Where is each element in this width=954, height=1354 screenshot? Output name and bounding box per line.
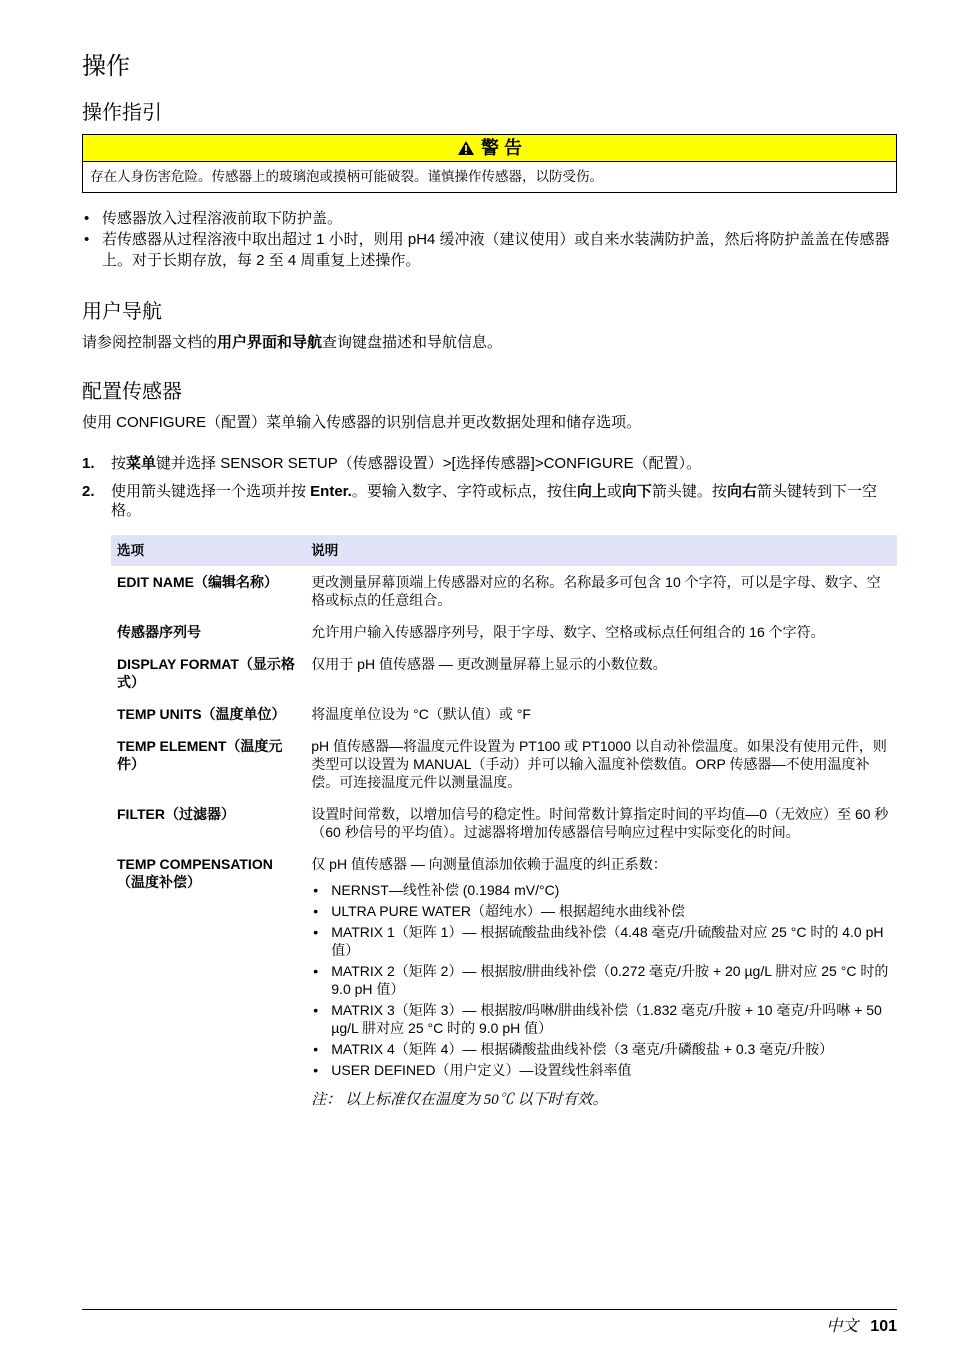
- step-text: 使用箭头键选择一个选项并按: [111, 483, 311, 500]
- list-item: • 若传感器从过程溶液中取出超过 1 小时，则用 pH4 缓冲液（建议使用）或自来水装满防护盖，然后将防护盖盖在传感器上。对于长期存放，每 2 至 4 周重复上述操作。: [82, 229, 897, 271]
- table-row: [111, 798, 897, 848]
- compensation-list: [311, 881, 891, 1079]
- column-header-option: 选项: [111, 535, 305, 566]
- warning-text: 存在人身伤害危险。传感器上的玻璃泡或摸柄可能破裂。谨慎操作传感器，以防受伤。: [90, 169, 603, 184]
- page-title: 操作: [82, 53, 130, 80]
- step-key: 菜单: [126, 455, 157, 472]
- nav-text-pre: 请参阅控制器文档的: [82, 334, 218, 351]
- step-key: Enter.: [310, 483, 352, 500]
- list-item: • NERNST—线性补偿 (0.1984 mV/°C): [311, 881, 891, 899]
- warning-title: 警 告: [480, 138, 522, 158]
- list-item: • 传感器放入过程溶液前取下防护盖。: [82, 208, 897, 229]
- section-heading-nav: 用户导航: [82, 301, 162, 323]
- note-text: 注： 以上标准仅在温度为 50℃ 以下时有效。: [311, 1092, 608, 1108]
- option-description: 更改测量屏幕顶端上传感器对应的名称。名称最多可包含 10 个字符，可以是字母、数字、空格或标点的任意组合。: [311, 574, 881, 608]
- table-row: [111, 648, 897, 698]
- step-text: 按: [111, 455, 127, 472]
- option-name: EDIT NAME（编辑名称）: [117, 574, 278, 590]
- table-row: [111, 566, 897, 616]
- section-heading-guide: 操作指引: [82, 102, 162, 124]
- step-text: 。要输入数字、字符或标点，按住: [351, 483, 577, 500]
- option-name: TEMP COMPENSATION（温度补偿）: [117, 856, 273, 890]
- footer-rule: [82, 1309, 897, 1310]
- option-description: 仅用于 pH 值传感器 — 更改测量屏幕上显示的小数位数。: [311, 656, 667, 672]
- option-name: 传感器序列号: [117, 624, 201, 640]
- step-key: 向上: [576, 483, 607, 500]
- step-number: 2.: [82, 483, 95, 500]
- nav-paragraph: [82, 332, 502, 353]
- option-description: [305, 848, 897, 1116]
- table-row: [111, 698, 897, 730]
- config-intro: 使用 CONFIGURE（配置）菜单输入传感器的识别信息并更改数据处理和储存选项。: [82, 414, 642, 431]
- option-name: TEMP UNITS（温度单位）: [117, 706, 286, 722]
- option-description: 设置时间常数，以增加信号的稳定性。时间常数计算指定时间的平均值—0（无效应）至 60 秒（60 秒信号的平均值）。过滤器将增加传感器信号响应过程中实际变化的时间。: [311, 806, 889, 840]
- list-item: • MATRIX 3（矩阵 3）— 根据胺/吗啉/肼曲线补偿（1.832 毫克/升胺 + 10 毫克/升吗啉 + 50 µg/L 肼对应 25 °C 时的 9.0 pH 值）: [311, 1001, 891, 1037]
- options-table: [111, 535, 897, 1116]
- page-footer: [826, 1313, 897, 1336]
- nav-text-link: 用户界面和导航: [217, 334, 323, 351]
- step-text: 键并选择 SENSOR SETUP（传感器设置）>[选择传感器]>CONFIGURE（配置）。: [156, 455, 702, 472]
- table-row: [111, 848, 897, 1116]
- warning-header: [83, 135, 896, 162]
- step-item: [82, 482, 897, 520]
- list-item: • MATRIX 2（矩阵 2）— 根据胺/肼曲线补偿（0.272 毫克/升胺 + 20 µg/L 肼对应 25 °C 时的 9.0 pH 值）: [311, 962, 891, 998]
- step-text: 箭头键。按: [651, 483, 727, 500]
- section-heading-config: 配置传感器: [82, 381, 182, 403]
- option-name: FILTER（过滤器）: [117, 806, 235, 822]
- warning-box: [82, 134, 897, 193]
- option-name: TEMP ELEMENT（温度元件）: [117, 738, 283, 772]
- option-description: pH 值传感器—将温度元件设置为 PT100 或 PT1000 以自动补偿温度。如果没有使用元件，则类型可以设置为 MANUAL（手动）并可以输入温度补偿数值。ORP 传感器—不使用温度补偿。可连接温度元件以测量温度。: [311, 738, 887, 790]
- list-item: • MATRIX 4（矩阵 4）— 根据磷酸盐曲线补偿（3 毫克/升磷酸盐 + 0.3 毫克/升胺）: [311, 1040, 891, 1058]
- option-description-text: 仅 pH 值传感器 — 向测量值添加依赖于温度的纠正系数：: [311, 856, 667, 872]
- list-item: • USER DEFINED（用户定义）—设置线性斜率值: [311, 1061, 891, 1079]
- footer-language: 中文: [826, 1318, 859, 1335]
- page-number: 101: [870, 1318, 897, 1335]
- table-header-row: [111, 535, 897, 566]
- nav-text-post: 查询键盘描述和导航信息。: [322, 334, 503, 351]
- handling-bullets: [82, 208, 897, 271]
- step-key: 向右: [726, 483, 757, 500]
- warning-triangle-icon: [457, 140, 475, 156]
- option-description: 将温度单位设为 °C（默认值）或 °F: [311, 706, 531, 722]
- list-item: • ULTRA PURE WATER（超纯水）— 根据超纯水曲线补偿: [311, 902, 891, 920]
- config-steps: [82, 454, 897, 529]
- table-row: [111, 730, 897, 798]
- list-item: • MATRIX 1（矩阵 1）— 根据硫酸盐曲线补偿（4.48 毫克/升硫酸盐对应 25 °C 时的 4.0 pH 值）: [311, 923, 891, 959]
- step-number: 1.: [82, 455, 95, 472]
- step-text: 或: [606, 483, 622, 500]
- step-item: [82, 454, 897, 473]
- option-description: 允许用户输入传感器序列号，限于字母、数字、空格或标点任何组合的 16 个字符。: [311, 624, 825, 640]
- option-name: DISPLAY FORMAT（显示格式）: [117, 656, 295, 690]
- table-row: [111, 616, 897, 648]
- step-key: 向下: [621, 483, 652, 500]
- step-text: 箭头键转到下一空格。: [111, 483, 877, 519]
- column-header-description: 说明: [305, 535, 897, 566]
